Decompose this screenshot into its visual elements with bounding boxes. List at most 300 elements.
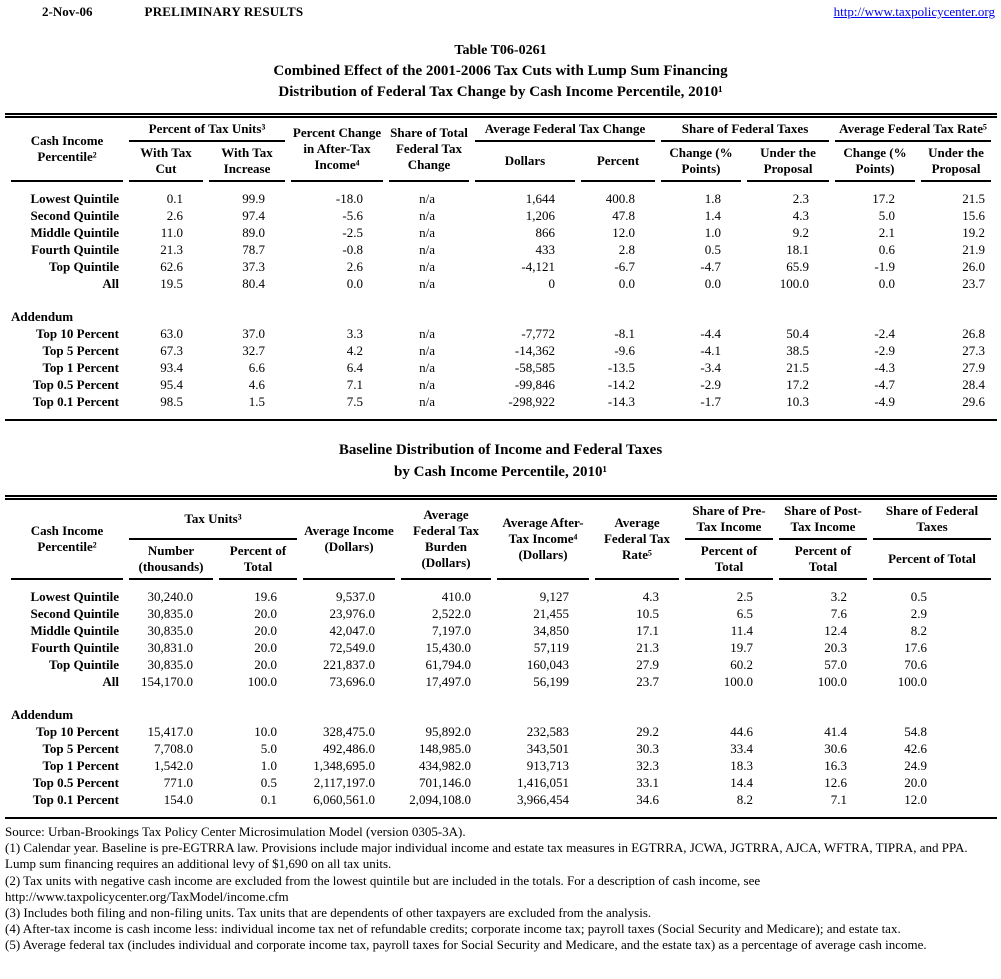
table-cell: -2.4 [874,326,896,341]
table-cell: 10.5 [636,606,659,621]
table-cell: n/a [419,191,435,206]
table-cell: 2,522.0 [432,606,471,621]
table-cell: 4.6 [248,377,265,392]
table-cell: 21.5 [786,360,810,375]
table-cell: 47.8 [612,208,635,223]
table-row [11,639,991,656]
header-share-of-total-federal-tax-change: Share of Total Federal Tax Change [389,118,469,182]
table-cell: 17.6 [904,640,927,655]
table-cell: 1.8 [704,191,721,206]
top-bar [0,0,1001,20]
table-cell: -2.9 [700,377,721,392]
table2-title-line2: by Cash Income Percentile, 2010¹ [394,464,607,480]
table-cell: -4.4 [700,326,721,341]
table-cell: 1,542.0 [154,758,193,773]
table-cell: 2.6 [346,259,363,274]
table-cell: 17.2 [786,377,810,392]
table-cell: 50.4 [786,326,810,341]
table-cell: 41.4 [824,724,847,739]
table-cell: 14.4 [730,775,753,790]
table-row [11,342,991,359]
table-cell: 19.2 [962,225,986,240]
table-cell: 9.2 [792,225,810,240]
row-label: Top Quintile [49,657,119,672]
table-cell: 2.9 [910,606,927,621]
table-cell: 57.0 [824,657,847,672]
table-cell: -2.9 [874,343,896,358]
table-cell: -3.4 [700,360,721,375]
table-row [11,258,991,275]
table-cell: 16.3 [824,758,847,773]
table-cell: -5.6 [342,208,363,223]
table-row [11,325,991,342]
table-cell: -18.0 [335,191,363,206]
table-cell: 67.3 [160,343,183,358]
header-percent: Percent [581,142,655,182]
row-label: Lowest Quintile [30,191,119,206]
table-cell: 1,348,695.0 [313,758,375,773]
table-cell: 400.8 [605,191,635,206]
table-cell: -58,585 [514,360,555,375]
table-cell: -0.8 [342,242,363,257]
table-cell: -14,362 [514,343,555,358]
table-cell: 23.7 [962,276,986,291]
table-cell: 100.0 [817,674,847,689]
row-label: Fourth Quintile [31,242,119,257]
spacer-cell [11,292,991,308]
table-cell: 6.6 [248,360,265,375]
table-cell: n/a [419,242,435,257]
table-cell: 12.6 [824,775,847,790]
table-cell: 18.3 [730,758,753,773]
row-label: Top 0.5 Percent [32,775,119,790]
table-cell: 2,117,197.0 [313,775,375,790]
table-cell: -4.7 [874,377,896,392]
document-date: 2-Nov-06 [42,4,93,19]
table-cell: -13.5 [607,360,635,375]
table-cell: 221,837.0 [323,657,375,672]
table-cell: 42.6 [904,741,927,756]
table-cell: 56,199 [533,674,569,689]
table-cell: 12.4 [824,623,847,638]
footnote-5: (5) Average federal tax (includes individual and corporate income tax, payroll taxes for Social Security and Medicare, and the estate tax) as a percentage of average cash income. [5,937,927,953]
table-cell: 30,835.0 [147,623,193,638]
footnote-2: (2) Tax units with negative cash income are excluded from the lowest quintile but are included in the totals. For a description of cash income, see http://www.taxpolicycenter.org/TaxModel/income.cfm [5,872,761,904]
table-cell: 1.0 [704,225,721,240]
table-cell: 89.0 [242,225,265,240]
header-share-of-federal-taxes: Share of Federal Taxes [661,118,829,142]
table-cell: 2.8 [618,242,635,257]
table-cell: 100.0 [723,674,753,689]
table-cell: 701,146.0 [419,775,471,790]
table-cell: 70.6 [904,657,927,672]
table-cell: -4.1 [700,343,721,358]
table-cell: 12.0 [904,792,927,807]
row-label: Top 10 Percent [35,724,119,739]
table-cell: 154,170.0 [141,674,193,689]
table-cell: -99,846 [514,377,555,392]
table-cell: 1.5 [248,394,265,409]
header-under-the-proposal: Under the Proposal [921,142,991,182]
table-cell: 2.3 [792,191,810,206]
table-cell: n/a [419,259,435,274]
table-row [11,791,991,817]
table-cell: 28.4 [962,377,986,392]
table-cell: 42,047.0 [329,623,375,638]
table-cell: 97.4 [242,208,265,223]
row-label: Top 1 Percent [42,360,119,375]
table-cell: -4.9 [874,394,896,409]
table-cell: 154.0 [163,792,193,807]
table-cell: 65.9 [786,259,810,274]
table-cell: 17,497.0 [425,674,471,689]
table1-header-row-leaves [11,142,991,182]
table-cell: 61,794.0 [425,657,471,672]
table-cell: 0.1 [166,191,183,206]
table-cell: 0.5 [910,589,927,604]
table-cell: -4,121 [521,259,555,274]
table-cell: 20.3 [824,640,847,655]
table-cell: 913,713 [526,758,569,773]
footnote-3: (3) Includes both filing and non-filing units. Tax units that are dependents of other taxpayers are excluded from the analysis. [5,905,652,921]
table-cell: 6,060,561.0 [313,792,375,807]
table-row [11,580,991,605]
table-cell: 30,835.0 [147,606,193,621]
table-cell: 62.6 [160,259,183,274]
footnote-source: Source: Urban-Brookings Tax Policy Center Microsimulation Model (version 0305-3A). [5,824,466,839]
row-label: Second Quintile [30,606,119,621]
table-cell: 7,708.0 [154,741,193,756]
table2-header-row-groups [11,500,991,540]
table-cell: 72,549.0 [329,640,375,655]
table-cell: 26.0 [962,259,986,274]
table-cell: 100.0 [779,276,810,291]
table-row [11,673,991,690]
table-cell: 7.5 [346,394,363,409]
table-cell: 0.0 [878,276,896,291]
table-cell: 10.0 [254,724,277,739]
table-cell: 0.5 [704,242,721,257]
table-cell: 30.3 [636,741,659,756]
spacer-cell [11,690,991,706]
table-cell: -4.3 [874,360,896,375]
section-label: Addendum [11,707,74,722]
table-cell: 5.0 [260,741,277,756]
table-cell: 1,206 [525,208,555,223]
header-average-federal-tax-burden: Average Federal Tax Burden (Dollars) [401,500,491,580]
table-cell: 32.7 [242,343,265,358]
row-label: Second Quintile [30,208,119,223]
table-cell: 328,475.0 [323,724,375,739]
table-cell: -6.7 [614,259,635,274]
table-cell: 37.0 [242,326,265,341]
row-label: All [102,674,119,689]
table-cell: 10.3 [786,394,810,409]
table-cell: 95,892.0 [425,724,471,739]
table-cell: 4.3 [642,589,659,604]
header-cash-income-percentile: Cash Income Percentile² [11,500,123,580]
table-cell: -4.7 [700,259,721,274]
header-average-federal-tax-change: Average Federal Tax Change [475,118,655,142]
header-percent-of-total: Percent of Total [779,540,867,580]
table-cell: 21.3 [636,640,659,655]
table-cell: 98.5 [160,394,183,409]
table-cell: 60.2 [730,657,753,672]
table-cell: 8.2 [910,623,927,638]
table-cell: 6.4 [346,360,363,375]
table-cell: 33.4 [730,741,753,756]
table-cell: -1.9 [874,259,896,274]
table-cell: 0.0 [346,276,363,291]
table-cell: 12.0 [612,225,635,240]
table-cell: 73,696.0 [329,674,375,689]
table-cell: -9.6 [614,343,635,358]
table-cell: 29.6 [962,394,986,409]
table2-header [11,500,991,580]
row-label: Top 5 Percent [42,343,119,358]
table-cell: 1,644 [525,191,555,206]
table-cell: 232,583 [526,724,569,739]
table-cell: 0.5 [260,775,277,790]
table-row [11,656,991,673]
table-cell: 160,043 [526,657,569,672]
table-cell: 63.0 [160,326,183,341]
table-cell: 5.0 [878,208,896,223]
table-cell: 21.3 [160,242,183,257]
table-cell: n/a [419,377,435,392]
table-cell: 27.9 [636,657,659,672]
table-cell: 771.0 [163,775,193,790]
table-row [11,376,991,393]
table-cell: 33.1 [636,775,659,790]
table-cell: 2,094,108.0 [409,792,471,807]
table-cell: 15.6 [962,208,986,223]
table-cell: -1.7 [700,394,721,409]
table-cell: 148,985.0 [419,741,471,756]
table-cell: 38.5 [786,343,810,358]
row-label: Top 1 Percent [42,758,119,773]
table-cell: 26.8 [962,326,986,341]
table-cell: n/a [419,276,435,291]
table2-title-block [0,439,1001,483]
table-row [11,723,991,740]
table2-body [11,580,991,817]
header-dollars: Dollars [475,142,575,182]
table-cell: 1.0 [260,758,277,773]
row-label: Top 10 Percent [35,326,119,341]
header-share-of-post-tax-income: Share of Post-Tax Income [779,500,867,540]
table-row [11,224,991,241]
header-change-points: Change (% Points) [835,142,915,182]
table-row [11,241,991,258]
table-row [11,393,991,419]
header-tax-units: Tax Units³ [129,500,297,540]
table1-header-row-groups [11,118,991,142]
table-cell: 3.3 [346,326,363,341]
table-cell: 0.0 [618,276,635,291]
section-row [11,308,991,325]
table-cell: 2.5 [736,589,753,604]
table-cell: 4.2 [346,343,363,358]
table-cell: n/a [419,360,435,375]
header-percent-of-total: Percent of Total [219,540,297,580]
table-cell: n/a [419,208,435,223]
table-cell: 57,119 [533,640,569,655]
table-cell: 0.1 [260,792,277,807]
table-cell: 17.2 [872,191,896,206]
preliminary-results-label: PRELIMINARY RESULTS [144,4,304,19]
table-cell: 433 [535,242,555,257]
table-cell: 434,982.0 [419,758,471,773]
header-with-tax-increase: With Tax Increase [209,142,285,182]
table-cell: 1.4 [704,208,721,223]
header-average-income: Average Income (Dollars) [303,500,395,580]
table-row [11,207,991,224]
table-cell: 30,831.0 [147,640,193,655]
section-row [11,706,991,723]
table-cell: 21.9 [962,242,986,257]
table-cell: 11.4 [730,623,753,638]
row-label: Top Quintile [49,259,119,274]
table-cell: 15,430.0 [425,640,471,655]
table-cell: 23,976.0 [329,606,375,621]
table-row [11,757,991,774]
table-row [11,359,991,376]
header-with-tax-cut: With Tax Cut [129,142,203,182]
table-cell: n/a [419,343,435,358]
table-cell: 44.6 [730,724,753,739]
table-cell: 21.5 [962,191,986,206]
table-row [11,740,991,757]
table-cell: 34.6 [636,792,659,807]
header-average-federal-tax-rate: Average Federal Tax Rate⁵ [835,118,991,142]
table-cell: 99.9 [242,191,265,206]
table-cell: 17.1 [636,623,659,638]
table-cell: 9,537.0 [336,589,375,604]
table-cell: 19.6 [254,589,277,604]
table-cell: 27.3 [962,343,986,358]
table-cell: n/a [419,225,435,240]
table-cell: 100.0 [247,674,277,689]
table-row [11,182,991,207]
header-under-the-proposal: Under the Proposal [747,142,829,182]
header-percent-change-after-tax-income: Percent Change in After-Tax Income⁴ [291,118,383,182]
table-row [11,275,991,292]
table2-title-line1: Baseline Distribution of Income and Federal Taxes [338,442,663,458]
table-cell: -8.1 [614,326,635,341]
header-number-thousands: Number (thousands) [129,540,213,580]
footnotes-block [5,824,996,954]
table1-header [11,118,991,182]
table-cell: 20.0 [254,657,277,672]
table-cell: 15,417.0 [147,724,193,739]
table-cell: 78.7 [242,242,265,257]
table-cell: 3,966,454 [517,792,569,807]
header-share-of-pre-tax-income: Share of Pre-Tax Income [685,500,773,540]
table-cell: 0.6 [878,242,896,257]
table-cell: 30,240.0 [147,589,193,604]
table-cell: 24.9 [904,758,927,773]
table-cell: 19.7 [730,640,753,655]
spacer-row [11,292,991,308]
table-row [11,622,991,639]
table-cell: -14.2 [607,377,635,392]
table-cell: 492,486.0 [323,741,375,756]
row-label: Top 0.1 Percent [32,792,119,807]
table-cell: 19.5 [160,276,183,291]
header-percent-of-total: Percent of Total [685,540,773,580]
table-cell: 20.0 [254,623,277,638]
row-label: Lowest Quintile [30,589,119,604]
table1-body [11,182,991,419]
table-cell: 2.6 [166,208,183,223]
table-cell: -2.5 [342,225,363,240]
row-label: Middle Quintile [30,225,119,240]
table-cell: 20.0 [254,606,277,621]
tax-change-distribution-table [5,113,997,421]
header-average-federal-tax-rate: Average Federal Tax Rate⁵ [595,500,679,580]
spacer-row [11,690,991,706]
table-cell: 11.0 [160,225,183,240]
table-cell: 8.2 [736,792,753,807]
table-cell: 20.0 [254,640,277,655]
row-label: Top 0.5 Percent [32,377,119,392]
header-average-after-tax-income: Average After-Tax Income⁴ (Dollars) [497,500,589,580]
table-cell: n/a [419,394,435,409]
table-cell: 866 [535,225,555,240]
header-share-of-federal-taxes: Share of Federal Taxes [873,500,991,540]
table-cell: 343,501 [526,741,569,756]
table-cell: 21,455 [533,606,569,621]
table-cell: 7.1 [830,792,847,807]
section-label: Addendum [11,309,74,324]
table-cell: -14.3 [607,394,635,409]
table-cell: 0.0 [704,276,721,291]
table-cell: 4.3 [792,208,810,223]
header-change-points: Change (% Points) [661,142,741,182]
table-cell: 27.9 [962,360,986,375]
table1-title-line2: Combined Effect of the 2001-2006 Tax Cuts with Lump Sum Financing [273,63,728,79]
table-cell: -298,922 [508,394,555,409]
table-cell: 100.0 [897,674,927,689]
row-label: Top 5 Percent [42,741,119,756]
table-number-title: Table T06-0261 [454,43,547,58]
row-label: Fourth Quintile [31,640,119,655]
header-cash-income-percentile: Cash Income Percentile² [11,118,123,182]
table-row [11,774,991,791]
table-cell: 37.3 [242,259,265,274]
table-cell: 2.1 [878,225,896,240]
table-cell: 54.8 [904,724,927,739]
table-cell: 7.1 [346,377,363,392]
row-label: Middle Quintile [30,623,119,638]
table1-title-line3: Distribution of Federal Tax Change by Cash Income Percentile, 2010¹ [278,84,723,100]
table1-title-block [0,40,1001,103]
row-label: All [102,276,119,291]
table-cell: 29.2 [636,724,659,739]
table-cell: 9,127 [539,589,569,604]
table-cell: 20.0 [904,775,927,790]
header-percent-of-tax-units: Percent of Tax Units³ [129,118,285,142]
table-cell: 0 [548,276,555,291]
table-cell: 95.4 [160,377,183,392]
table-cell: 80.4 [242,276,265,291]
table-cell: -7,772 [521,326,555,341]
table-cell: 18.1 [786,242,810,257]
table-row [11,605,991,622]
table-cell: 23.7 [636,674,659,689]
taxpolicycenter-url-link[interactable]: http://www.taxpolicycenter.org [833,4,995,19]
